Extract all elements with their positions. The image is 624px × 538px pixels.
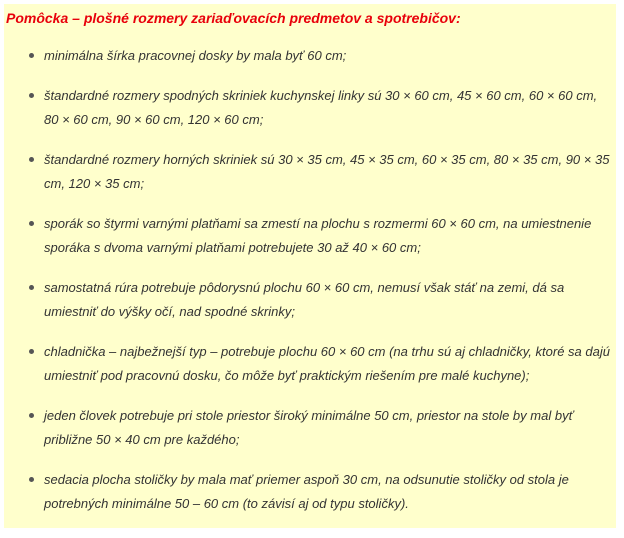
list-item: štandardné rozmery spodných skriniek kuchynskej linky sú 30 × 60 cm, 45 × 60 cm, 60 × 60 cm, 80 × 60 cm, 90 × 60 cm, 120 × 60 cm;: [4, 84, 616, 132]
list-item: sporák so štyrmi varnými platňami sa zmestí na plochu s rozmermi 60 × 60 cm, na umiestnenie sporáka s dvoma varnými platňami potrebujete 30 až 40 × 60 cm;: [4, 212, 616, 260]
note-box: [4, 4, 616, 528]
list-item: sedacia plocha stoličky by mala mať priemer aspoň 30 cm, na odsunutie stoličky od stola je potrebných minimálne 50 – 60 cm (to závisí aj od typu stoličky).: [4, 468, 616, 516]
list-item: minimálna šírka pracovnej dosky by mala byť 60 cm;: [4, 44, 616, 68]
list-item: chladnička – najbežnejší typ – potrebuje plochu 60 × 60 cm (na trhu sú aj chladničky, ktoré sa dajú umiestniť pod pracovnú dosku, čo môže byť praktickým riešením pre malé kuchyne);: [4, 340, 616, 388]
list-item: štandardné rozmery horných skriniek sú 30 × 35 cm, 45 × 35 cm, 60 × 35 cm, 80 × 35 cm, 90 × 35 cm, 120 × 35 cm;: [4, 148, 616, 196]
list-item: jeden človek potrebuje pri stole priestor široký minimálne 50 cm, priestor na stole by mal byť približne 50 × 40 cm pre každého;: [4, 404, 616, 452]
note-title: Pomôcka – plošné rozmery zariaďovacích predmetov a spotrebičov:: [6, 10, 461, 26]
list-item: samostatná rúra potrebuje pôdorysnú plochu 60 × 60 cm, nemusí však stáť na zemi, dá sa umiestniť do výšky očí, nad spodné skrinky;: [4, 276, 616, 324]
note-list: [4, 44, 616, 532]
